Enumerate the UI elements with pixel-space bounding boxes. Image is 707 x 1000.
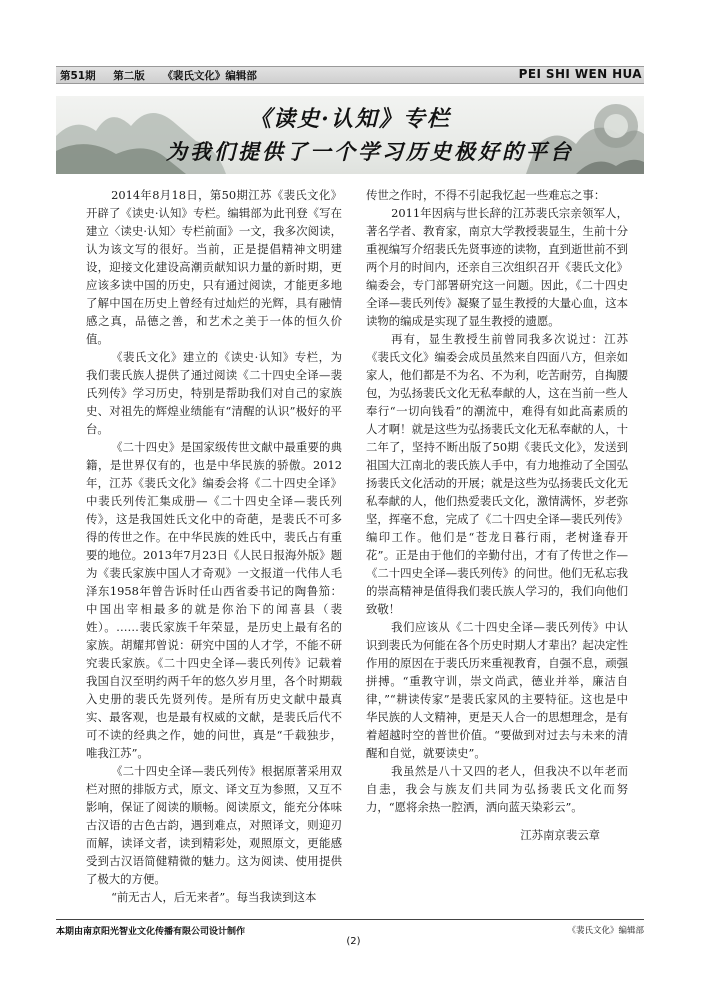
article-column-right bbox=[366, 186, 628, 844]
banner-subtitle: 为我们提供了一个学习历史极好的平台 bbox=[166, 139, 574, 164]
article-paragraph: 再有，显生教授生前曾同我多次说过：江苏《裴氏文化》编委会成员虽然来自四面八方，但亲如家人，他们都是不为名、不为利，吃苦耐劳，自掏腰包，为弘扬裴氏文化无私奉献的人，这在当前一些人奉行“一切向钱看”的潮流中，难得有如此高素质的人才啊！就是这些为弘扬裴氏文化无私奉献的人，十二年了，坚持不断出版了50期《裴氏文化》，发送到祖国大江南北的裴氏族人手中，有力地推动了全国弘扬裴氏文化活动的开展；就是这些为弘扬裴氏文化无私奉献的人，他们热爱裴氏文化，激情满怀，岁老弥坚，挥毫不怠，完成了《二十四史全译—裴氏列传》编印工作。他们是“苍龙日暮行雨，老树逢春开花”。正是由于他们的辛勤付出，才有了传世之作—《二十四史全译—裴氏列传》的问世。他们无私忘我的崇高精神是值得我们裴氏族人学习的，我们向他们致敬！ bbox=[366, 332, 628, 616]
page-edition: 第二版 bbox=[113, 70, 145, 82]
author-signature: 江苏南京裴云章 bbox=[520, 828, 600, 842]
article-paragraph: “前无古人，后无来者”。每当我读到这本 bbox=[111, 890, 317, 904]
masthead-bar bbox=[56, 66, 644, 84]
article-column-left bbox=[86, 186, 342, 906]
issue-number: 第51期 bbox=[60, 70, 96, 82]
footer-divider bbox=[56, 919, 644, 920]
column-banner bbox=[56, 96, 644, 174]
footer-editor: 《裴氏文化》编辑部 bbox=[567, 926, 644, 936]
article-paragraph: 《二十四史全译—裴氏列传》根据原著采用双栏对照的排版方式，原文、译文互为参照，又互不影响，保证了阅读的顺畅。阅读原文，能充分体味古汉语的古色古韵，遇到难点，对照译文，则迎刃而解，读译文者，读到精彩处，观照原文，更能感受到古汉语简健精微的魅力。这为阅读、使用提供了极大的方便。 bbox=[86, 764, 342, 886]
article-paragraph: 我们应该从《二十四史全译—裴氏列传》中认识到裴氏为何能在各个历史时期人才辈出？起决定性作用的原因在于裴氏历来重视教育，自强不息，顽强拼搏。“重教守训，崇文尚武，德业并举，廉洁自律，”“耕读传家”是裴氏家风的主要特征。这也是中华民族的人文精神，更是天人合一的思想理念，是有着超越时空的普世价值。“要做到对过去与未来的清醒和自觉，就要读史”。 bbox=[366, 620, 628, 760]
footer-credit: 本期由南京阳光智业文化传播有限公司设计制作 bbox=[56, 927, 246, 937]
article-paragraph-continued: 传世之作时，不得不引起我忆起一些难忘之事： bbox=[366, 188, 606, 202]
article-paragraph: 2011年因病与世长辞的江苏裴氏宗亲领军人，著名学者、教育家，南京大学教授裴显生，生前十分重视编写介绍裴氏先贤事迹的读物，直到逝世前不到两个月的时间内，还亲自三次组织召开《裴氏文化》编委会，专门部署研究这一问题。因此，《二十四史全译—裴氏列传》凝聚了显生教授的大量心血，这本读物的编成是实现了显生教授的遗愿。 bbox=[366, 206, 628, 328]
article-paragraph: 《二十四史》是国家级传世文献中最重要的典籍，是世界仅有的，也是中华民族的骄傲。2012年，江苏《裴氏文化》编委会将《二十四史全译》中裴氏列传汇集成册—《二十四史全译—裴氏列传》，这是我国姓氏文化中的奇葩，是裴氏不可多得的传世之作。在中华民族的姓氏中，裴氏占有重要的地位。2013年7月23日《人民日报海外版》题为《裴氏家族中国人才奇观》一文报道一代伟人毛泽东1958年曾告诉时任山西省委书记的陶鲁笳：中国出宰相最多的就是你治下的闻喜县（裴姓）。……裴氏家族千年荣显，是历史上最有名的家族。胡耀邦曾说：研究中国的人才学，不能不研究裴氏家族。《二十四史全译—裴氏列传》记载着我国自汉至明约两千年的悠久岁月里，各个时期载入史册的裴氏先贤列传。是所有历史文献中最真实、最客观，也是最有权威的文献，是裴氏后代不可不读的经典之作，她的问世，真是“千载独步，唯我江苏”。 bbox=[86, 440, 342, 760]
masthead-left bbox=[60, 68, 271, 83]
article-paragraph: 2014年8月18日，第50期江苏《裴氏文化》开辟了《读史·认知》专栏。编辑部为此刊登《写在建立〈读史·认知〉专栏前面》一文，我多次阅读，认为该文写的很好。当前，正是提倡精神文明建设，迎接文化建设高潮贡献知识力量的新时期，更应该多读中国的历史，只有通过阅读，才能更多地了解中国在历史上曾经有过灿烂的光辉，具有融情感之真，品德之善，和艺术之美于一体的恒久价值。 bbox=[86, 188, 342, 346]
banner-title: 《读史·认知》专栏 bbox=[249, 106, 451, 132]
brand-title: PEI SHI WEN HUA bbox=[518, 67, 642, 81]
page-number: (2) bbox=[346, 936, 361, 947]
article-paragraph: 我虽然是八十又四的老人，但我决不以年老而自恚，我会与族友们共同为弘扬裴氏文化而努力，“愿将余热一腔洒，洒向蓝天染彩云”。 bbox=[366, 764, 628, 814]
editor-name: 《裴氏文化》编辑部 bbox=[162, 70, 257, 82]
article-paragraph: 《裴氏文化》建立的《读史·认知》专栏，为我们裴氏族人提供了通过阅读《二十四史全译—裴氏列传》学习历史，特别是帮助我们对自己的家族史、对祖先的辉煌业绩能有“清醒的认识”极好的平台。 bbox=[86, 350, 342, 436]
